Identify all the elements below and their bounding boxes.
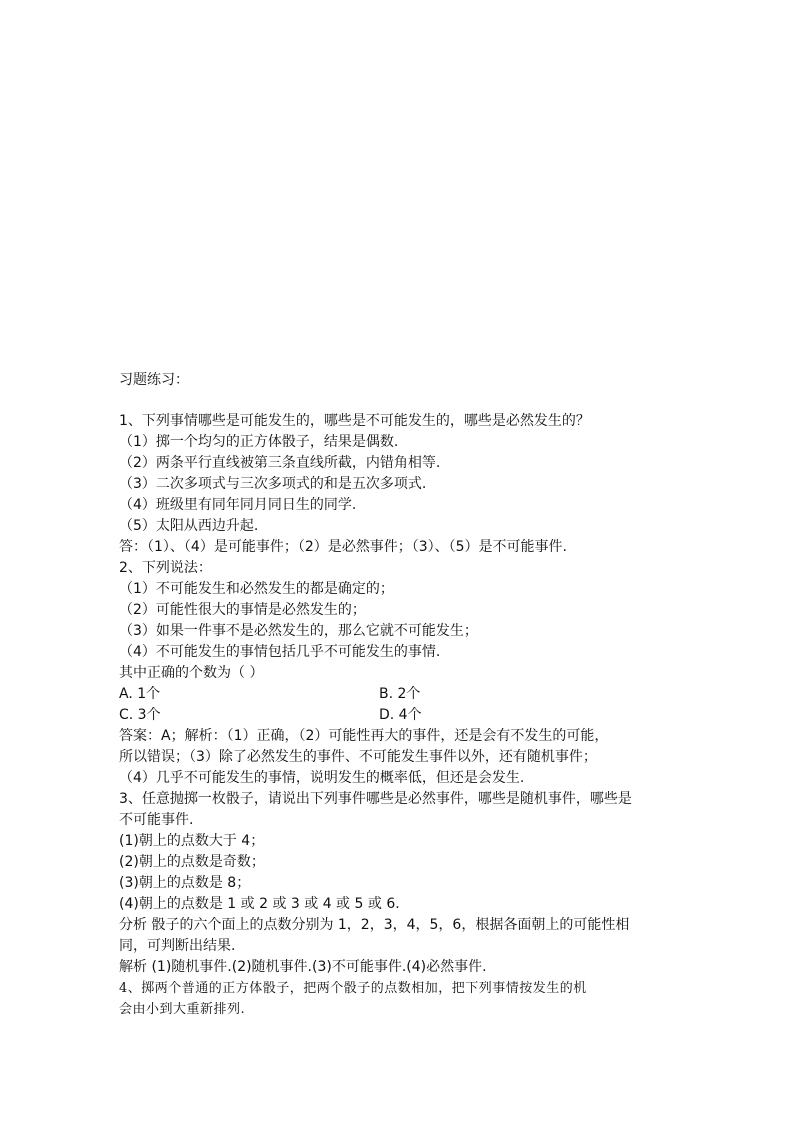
q4-question-line: 4、掷两个普通的正方体骰子，把两个骰子的点数相加，把下列事情按发生的机	[119, 981, 587, 996]
q3-analysis-line: 同，可判断出结果.	[119, 938, 236, 954]
q2-option-a: A. 1个	[119, 686, 161, 702]
q2-answer-line: 答案：A；解析：（1）正确，（2）可能性再大的事件，还是会有不发生的可能，	[119, 728, 609, 744]
q2-answer-line: 所以错误；（3）除了必然发生的事件、不可能发生事件以外，还有随机事件；	[119, 749, 597, 765]
q3-item: (3)朝上的点数是 8；	[119, 875, 251, 891]
section-heading: 习题练习：	[119, 372, 189, 388]
q2-prompt: 其中正确的个数为（ ）	[119, 665, 264, 681]
q2-item: （2）可能性很大的事情是必然发生的；	[119, 602, 366, 618]
q3-analysis-line: 分析 骰子的六个面上的点数分别为 1，2，3，4，5，6，根据各面朝上的可能性相	[119, 917, 630, 933]
q3-solution: 解析 (1)随机事件.(2)随机事件.(3)不可能事件.(4)必然事件.	[119, 959, 487, 975]
q2-option-d: D. 4个	[379, 707, 422, 723]
q3-item: (4)朝上的点数是 1 或 2 或 3 或 4 或 5 或 6.	[119, 896, 400, 912]
q2-item: （4）不可能发生的事情包括几乎不可能发生的事情.	[119, 644, 441, 660]
q2-option-b: B. 2个	[379, 686, 421, 702]
q1-answer: 答：（1）、（4）是可能事件；（2）是必然事件；（3）、（5）是不可能事件.	[119, 539, 567, 555]
q1-item: （2）两条平行直线被第三条直线所截，内错角相等.	[119, 455, 441, 471]
q1-question: 1、下列事情哪些是可能发生的，哪些是不可能发生的，哪些是必然发生的？	[119, 413, 590, 429]
q2-option-c: C. 3个	[119, 707, 161, 723]
q3-question-line: 不可能事件.	[119, 812, 194, 828]
q2-answer-line: （4）几乎不可能发生的事情，说明发生的概率低，但还是会发生.	[119, 770, 525, 786]
q2-question: 2、下列说法：	[119, 560, 212, 576]
q2-options-row	[119, 684, 679, 705]
q1-item: （4）班级里有同年同月同日生的同学.	[119, 497, 357, 513]
q1-item: （3）二次多项式与三次多项式的和是五次多项式.	[119, 476, 427, 492]
q2-item: （3）如果一件事不是必然发生的，那么它就不可能发生；	[119, 623, 478, 639]
q1-item: （1）掷一个均匀的正方体骰子，结果是偶数.	[119, 434, 399, 450]
q3-item: (2)朝上的点数是奇数；	[119, 854, 265, 870]
q3-item: (1)朝上的点数大于 4；	[119, 833, 265, 849]
q2-options-row	[119, 705, 679, 726]
q1-item: （5）太阳从西边升起.	[119, 518, 259, 534]
q2-item: （1）不可能发生和必然发生的都是确定的；	[119, 581, 394, 597]
exercise-content	[119, 370, 679, 1020]
q3-question-line: 3、任意抛掷一枚骰子，请说出下列事件哪些是必然事件，哪些是随机事件，哪些是	[119, 791, 632, 807]
q4-question-line: 会由小到大重新排列.	[119, 1002, 246, 1017]
